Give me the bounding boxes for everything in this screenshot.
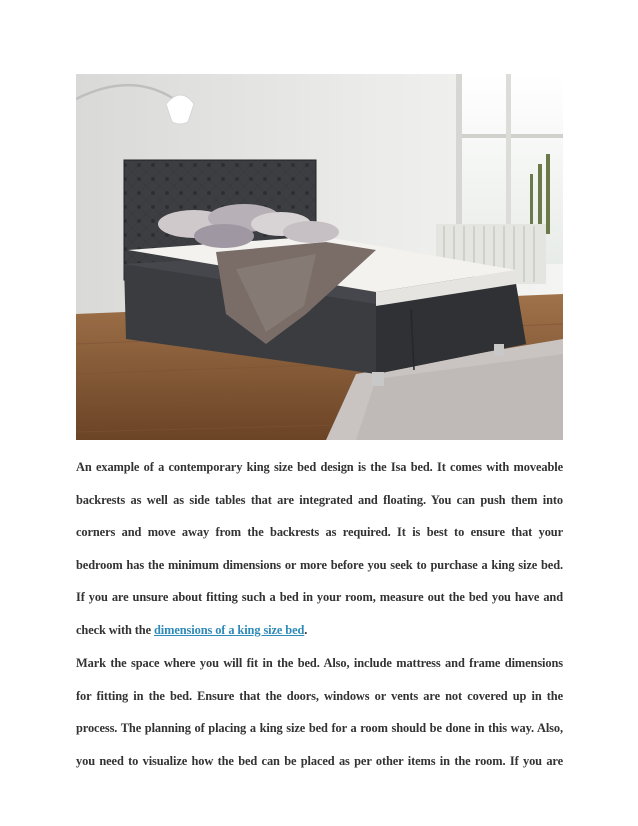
line-prefix: check with the	[76, 622, 154, 637]
paragraph-line: you need to visualize how the bed can be placed as per other items in the room. If you are	[76, 753, 563, 768]
paragraph-line: for fitting in the bed. Ensure that the doors, windows or vents are not covered up in the	[76, 688, 563, 703]
paragraph-line: corners and move away from the backrests as required. It is best to ensure that your	[76, 525, 563, 539]
paragraph-1	[76, 457, 563, 652]
bed-photo	[76, 74, 563, 440]
paragraph-line: process. The planning of placing a king size bed for a room should be done in this way. Also,	[76, 721, 563, 735]
line-suffix: .	[304, 622, 308, 637]
paragraph-line: bedroom has the minimum dimensions or more before you seek to purchase a king size bed.	[76, 557, 563, 572]
paragraph-2	[76, 653, 563, 783]
dimensions-link[interactable]: dimensions of a king size bed	[154, 622, 305, 637]
paragraph-last-line	[76, 620, 563, 653]
paragraph-line: backrests as well as side tables that are integrated and floating. You can push them into	[76, 492, 563, 507]
paragraph-line: Mark the space where you will fit in the bed. Also, include mattress and frame dimensions	[76, 656, 563, 670]
paragraph-line: An example of a contemporary king size bed design is the Isa bed. It comes with moveable	[76, 460, 563, 474]
paragraph-line: If you are unsure about fitting such a bed in your room, measure out the bed you have and	[76, 590, 563, 604]
